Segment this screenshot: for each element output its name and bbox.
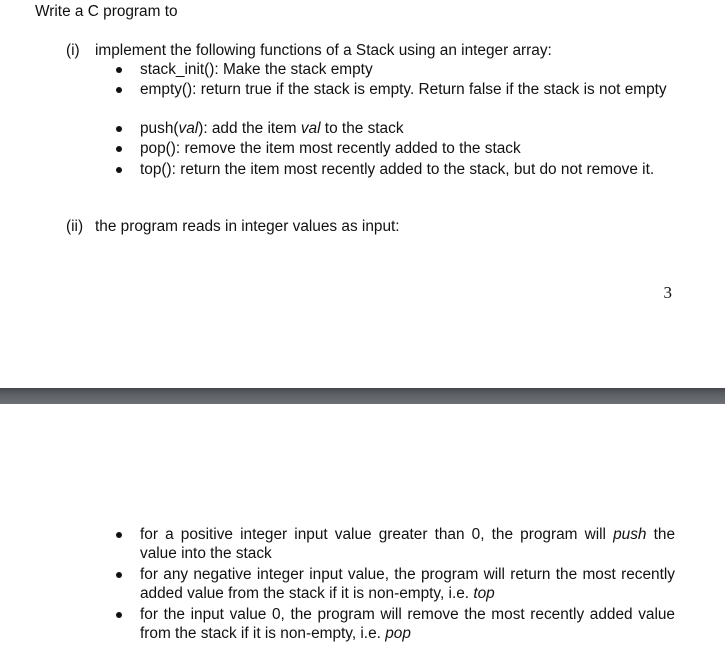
- list-item-top: top(): return the item most recently added to the stack, but do not remove it.: [140, 161, 655, 178]
- part-ii-marker: (ii): [66, 218, 84, 235]
- list-item-zero-pop: for the input value 0, the program will remove the most recently added value from the stack if it is non-empty, i.e. pop: [140, 606, 675, 642]
- bullet-icon: [116, 146, 122, 152]
- bullet-icon: [116, 532, 122, 538]
- bullet-icon: [116, 612, 122, 618]
- list-item-empty: empty(): return true if the stack is empty. Return false if the stack is not empty: [140, 81, 667, 98]
- list-item-stack-init: stack_init(): Make the stack empty: [140, 61, 373, 78]
- list-item-negative-top: for any negative integer input value, the program will return the most recently added value from the stack if it is non-empty, i.e. top: [140, 566, 675, 602]
- list-item-push: push(val): add the item val to the stack: [140, 120, 404, 137]
- document-page-bottom: [0, 404, 725, 652]
- intro-text: Write a C program to: [35, 3, 178, 20]
- page-break-separator: [0, 388, 725, 404]
- part-i-heading: implement the following functions of a Stack using an integer array:: [95, 42, 552, 59]
- bullet-icon: [116, 572, 122, 578]
- page-number: 3: [663, 283, 672, 302]
- bullet-icon: [116, 126, 122, 132]
- bullet-icon: [116, 67, 122, 73]
- bullet-icon: [116, 87, 122, 93]
- bullet-icon: [116, 167, 122, 173]
- list-item-pop: pop(): remove the item most recently added to the stack: [140, 140, 521, 157]
- list-item-positive-push: for a positive integer input value greater than 0, the program will push the value into the stack: [140, 526, 676, 562]
- part-i-marker: (i): [66, 42, 80, 59]
- part-ii-heading: the program reads in integer values as input:: [95, 218, 400, 235]
